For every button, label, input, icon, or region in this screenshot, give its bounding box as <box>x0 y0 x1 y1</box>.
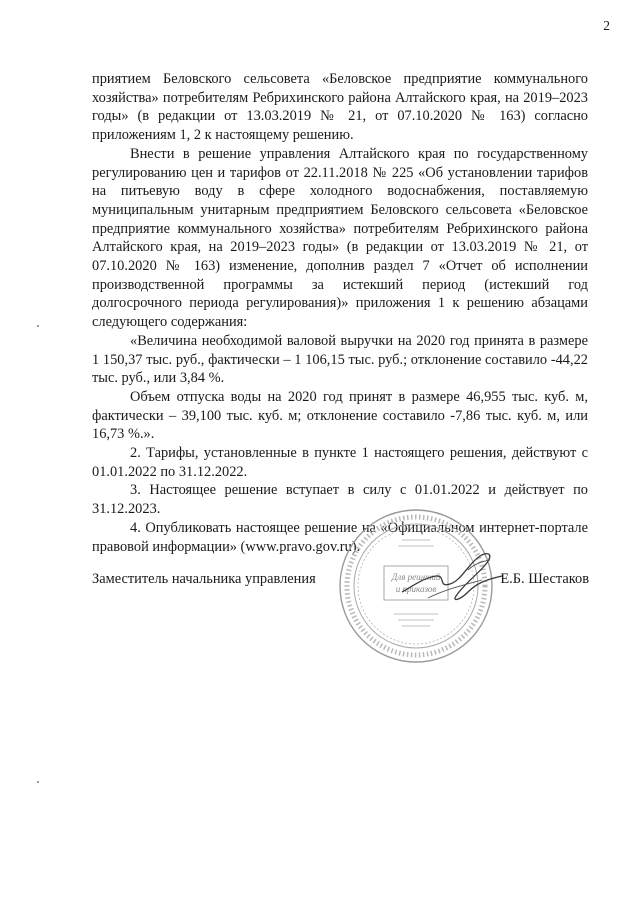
signer-name: Е.Б. Шестаков <box>500 571 589 587</box>
paragraph-item-3: 3. Настоящее решение вступает в силу с 01.01.2022 и действует по 31.12.2023. <box>92 482 588 518</box>
page-number: 2 <box>603 18 610 33</box>
stamp-inner-text-2: и приказов <box>395 584 437 594</box>
stamp-inner-text-1: Для решений <box>391 572 441 582</box>
document-body <box>92 70 588 556</box>
signature-block <box>92 571 589 591</box>
paragraph-item-2: 2. Тарифы, установленные в пункте 1 настоящего решения, действуют с 01.01.2022 по 31.12.2022. <box>92 445 588 480</box>
scan-speck <box>37 781 39 783</box>
paragraph-water-volume: Объем отпуска воды на 2020 год принят в размере 46,955 тыс. куб. м, фактически – 39,100 тыс. куб. м; отклонение составило -7,86 тыс. куб. м, или 16,73 %.». <box>92 388 588 443</box>
signer-title: Заместитель начальника управления <box>92 571 316 587</box>
paragraph-item-4: 4. Опубликовать настоящее решение на «Официальном интернет-портале правовой информации» (www.pravo.gov.ru). <box>92 519 588 555</box>
paragraph-revenue: «Величина необходимой валовой выручки на 2020 год принята в размере 1 150,37 тыс. руб., фактически – 1 106,15 тыс. руб.; отклонение составило -44,22 тыс. руб., или 3,84 %. <box>92 332 588 387</box>
paragraph-amendment: Внести в решение управления Алтайского края по государственному регулированию цен и тарифов от 22.11.2018 № 225 «Об установлении тарифов на питьевую воду в сфере холодного водоснабжения, поставляемую муниципальным унитарным предприятием Беловского сельсовета «Беловское предприятие коммунального хозяйства» потребителям Ребрихинского района Алтайского края, на 2019–2023 годы» (в редакции от 13.03.2019 № 21, от 07.10.2020 № 163) изменение, дополнив раздел 7 «Отчет об исполнении производственной программы за истекший период (истекший год долгосрочного периода регулирования)» приложения 1 к решению абзацами следующего содержания: <box>92 145 588 331</box>
scan-speck <box>37 325 39 327</box>
paragraph-continuation: приятием Беловского сельсовета «Беловское предприятие коммунального хозяйства» потребителям Ребрихинского района Алтайского края, на 2019–2023 годы» (в редакции от 13.03.2019 № 21, от 07.10.2020 № 163) согласно приложениям 1, 2 к настоящему решению. <box>92 71 588 144</box>
